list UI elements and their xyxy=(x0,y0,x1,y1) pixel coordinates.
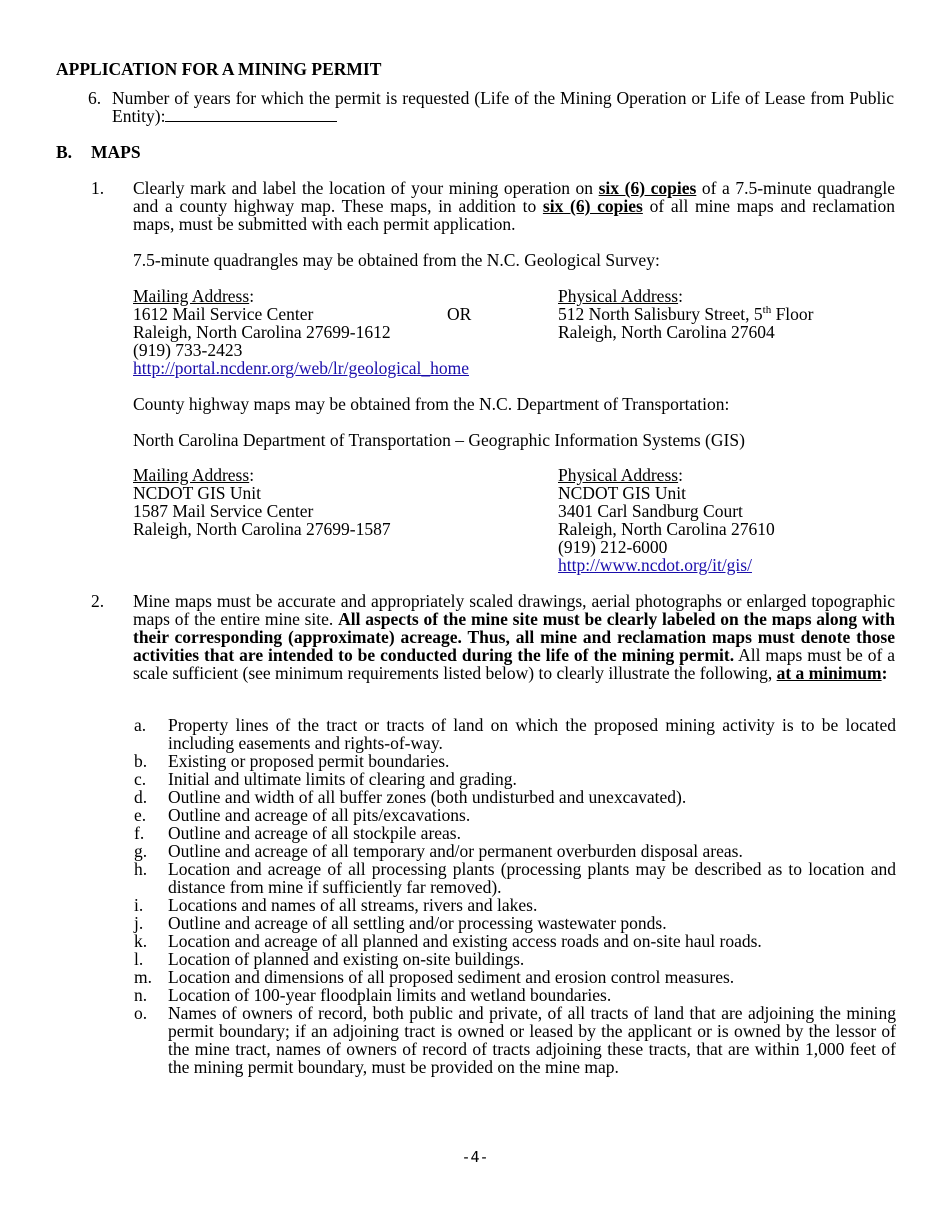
list-item-text: Outline and acreage of all pits/excavations. xyxy=(168,805,471,825)
list-item-label: k. xyxy=(134,931,148,951)
list-item-label: o. xyxy=(134,1003,148,1023)
ncgs-mailing-address: Mailing Address: 1612 Mail Service Center Raleigh, North Carolina 27699-1612 (919) 733-2423 http://portal.ncdenr.org/web/lr/geological_home xyxy=(133,286,469,378)
phone-number: (919) 733-2423 xyxy=(133,340,243,360)
list-item-label: m. xyxy=(134,967,152,987)
ncdot-gis-website-link[interactable]: http://www.ncdot.org/it/gis/ xyxy=(558,555,752,575)
list-item-text: Location of 100-year floodplain limits and wetland boundaries. xyxy=(168,985,612,1005)
list-item-label: g. xyxy=(134,841,148,861)
list-item-text: Existing or proposed permit boundaries. xyxy=(168,751,450,771)
page-number: -4- xyxy=(461,1148,489,1166)
six-copies-emphasis: six (6) copies xyxy=(598,178,697,198)
item-1-paragraph xyxy=(133,179,895,233)
address-line: NCDOT GIS Unit xyxy=(558,483,687,503)
mailing-address-label: Mailing Address xyxy=(133,465,250,485)
quadrangle-intro: 7.5-minute quadrangles may be obtained from the N.C. Geological Survey: xyxy=(133,250,660,270)
ordinal-suffix: th xyxy=(762,304,772,317)
section-b-letter: B. xyxy=(56,142,73,162)
item-1-number: 1. xyxy=(91,178,105,198)
item-1-text-a: Clearly mark and label the location of your mining operation on xyxy=(133,178,599,198)
list-item-label: i. xyxy=(134,895,144,915)
list-item-label: l. xyxy=(134,949,144,969)
list-item-label: f. xyxy=(134,823,145,843)
list-item-label: d. xyxy=(134,787,148,807)
list-item-text: Location and acreage of all planned and existing access roads and on-site haul roads. xyxy=(168,931,762,951)
colon: : xyxy=(881,663,888,683)
street-text: 512 North Salisbury Street, 5 xyxy=(558,304,763,324)
list-item-text: Locations and names of all streams, rivers and lakes. xyxy=(168,895,538,915)
question-6-number: 6. xyxy=(88,88,102,108)
list-item-label: e. xyxy=(134,805,147,825)
item-2-text-c: All maps must be of a scale sufficient (see minimum requirements listed below) to clearly illustrate the following, xyxy=(133,645,896,683)
address-line xyxy=(558,305,814,323)
section-b-title: MAPS xyxy=(91,142,141,162)
list-item-text: Outline and width of all buffer zones (both undisturbed and unexcavated). xyxy=(168,787,687,807)
list-item-label: j. xyxy=(134,913,144,933)
ncgs-website-link[interactable]: http://portal.ncdenr.org/web/lr/geological_home xyxy=(133,358,469,378)
list-item-text: Names of owners of record, both public and private, of all tracts of land that are adjoining the mining permit boundary; if an adjoining tract is owned or leased by the applicant or is owned by the lessor of the mine tract, names of owners of record of tracts adjoining these tracts, that are within 1,000 feet of the mining permit boundary, must be provided on the mine map. xyxy=(168,1003,896,1077)
phone-number: (919) 212-6000 xyxy=(558,537,668,557)
address-line: 1612 Mail Service Center xyxy=(133,304,314,324)
item-2-number: 2. xyxy=(91,591,105,611)
item-1-text-c: of a 7.5-minute quadrangle and a county highway map. These maps, in addition to xyxy=(133,178,895,216)
list-item-text: Location of planned and existing on-site buildings. xyxy=(168,949,525,969)
address-line: Raleigh, North Carolina 27610 xyxy=(558,519,775,539)
list-item-text: Location and dimensions of all proposed sediment and erosion control measures. xyxy=(168,967,735,987)
floor-text: Floor xyxy=(771,304,814,324)
list-item-label: c. xyxy=(134,769,147,789)
item-1-text-e: of all mine maps and reclamation maps, must be submitted with each permit application. xyxy=(133,196,895,234)
document-title: APPLICATION FOR A MINING PERMIT xyxy=(56,59,382,79)
six-copies-emphasis: six (6) copies xyxy=(542,196,643,216)
address-line: Raleigh, North Carolina 27604 xyxy=(558,322,775,342)
address-line: 1587 Mail Service Center xyxy=(133,501,314,521)
ncdot-gis-title: North Carolina Department of Transportation – Geographic Information Systems (GIS) xyxy=(133,430,745,450)
item-2-bold-requirement: All aspects of the mine site must be clearly labeled on the maps along with their corresponding (approximate) acreage. Thus, all mine and reclamation maps must denote those activities that are intended to be conducted during the life of the mining permit. xyxy=(133,609,895,665)
or-separator: OR xyxy=(447,304,472,324)
list-item-text: Outline and acreage of all temporary and/or permanent overburden disposal areas. xyxy=(168,841,743,861)
years-blank-field[interactable] xyxy=(165,107,337,122)
list-item-label: b. xyxy=(134,751,148,771)
item-2-paragraph xyxy=(133,592,895,682)
list-item-text: Property lines of the tract or tracts of land on which the proposed mining activity is to be located including easements and rights-of-way. xyxy=(168,715,896,753)
item-2-text-a: Mine maps must be accurate and appropriately scaled drawings, aerial photographs or enlarged topographic maps of the entire mine site. xyxy=(133,591,895,629)
ncdot-physical-address: Physical Address: NCDOT GIS Unit 3401 Carl Sandburg Court Raleigh, North Carolina 27610 (919) 212-6000 http://www.ncdot.org/it/gis/ xyxy=(558,465,775,575)
physical-address-label: Physical Address xyxy=(558,286,679,306)
list-item-text: Outline and acreage of all settling and/or processing wastewater ponds. xyxy=(168,913,667,933)
list-item-label: a. xyxy=(134,715,147,735)
question-6-text: Number of years for which the permit is requested (Life of the Mining Operation or Life of Lease from Public Entity): xyxy=(112,88,894,126)
list-item-text: Location and acreage of all processing plants (processing plants may be described as to location and distance from mine if sufficiently far removed). xyxy=(168,859,896,897)
ncdot-mailing-address: Mailing Address: NCDOT GIS Unit 1587 Mail Service Center Raleigh, North Carolina 27699-1587 xyxy=(133,465,391,539)
physical-address-label: Physical Address xyxy=(558,465,679,485)
mailing-address-label: Mailing Address xyxy=(133,286,250,306)
county-maps-intro: County highway maps may be obtained from the N.C. Department of Transportation: xyxy=(133,394,730,414)
list-item-label: n. xyxy=(134,985,148,1005)
address-line: NCDOT GIS Unit xyxy=(133,483,262,503)
list-item-text: Outline and acreage of all stockpile areas. xyxy=(168,823,461,843)
list-item-text: Initial and ultimate limits of clearing and grading. xyxy=(168,769,517,789)
address-line: Raleigh, North Carolina 27699-1587 xyxy=(133,519,391,539)
ncgs-physical-address: Physical Address: 512 North Salisbury Street, 5th Floor Raleigh, North Carolina 27604 xyxy=(558,286,814,342)
address-line: Raleigh, North Carolina 27699-1612 xyxy=(133,322,391,342)
address-line: 3401 Carl Sandburg Court xyxy=(558,501,743,521)
list-item-label: h. xyxy=(134,859,148,879)
at-a-minimum-emphasis: at a minimum xyxy=(776,663,882,683)
question-6 xyxy=(112,89,894,125)
